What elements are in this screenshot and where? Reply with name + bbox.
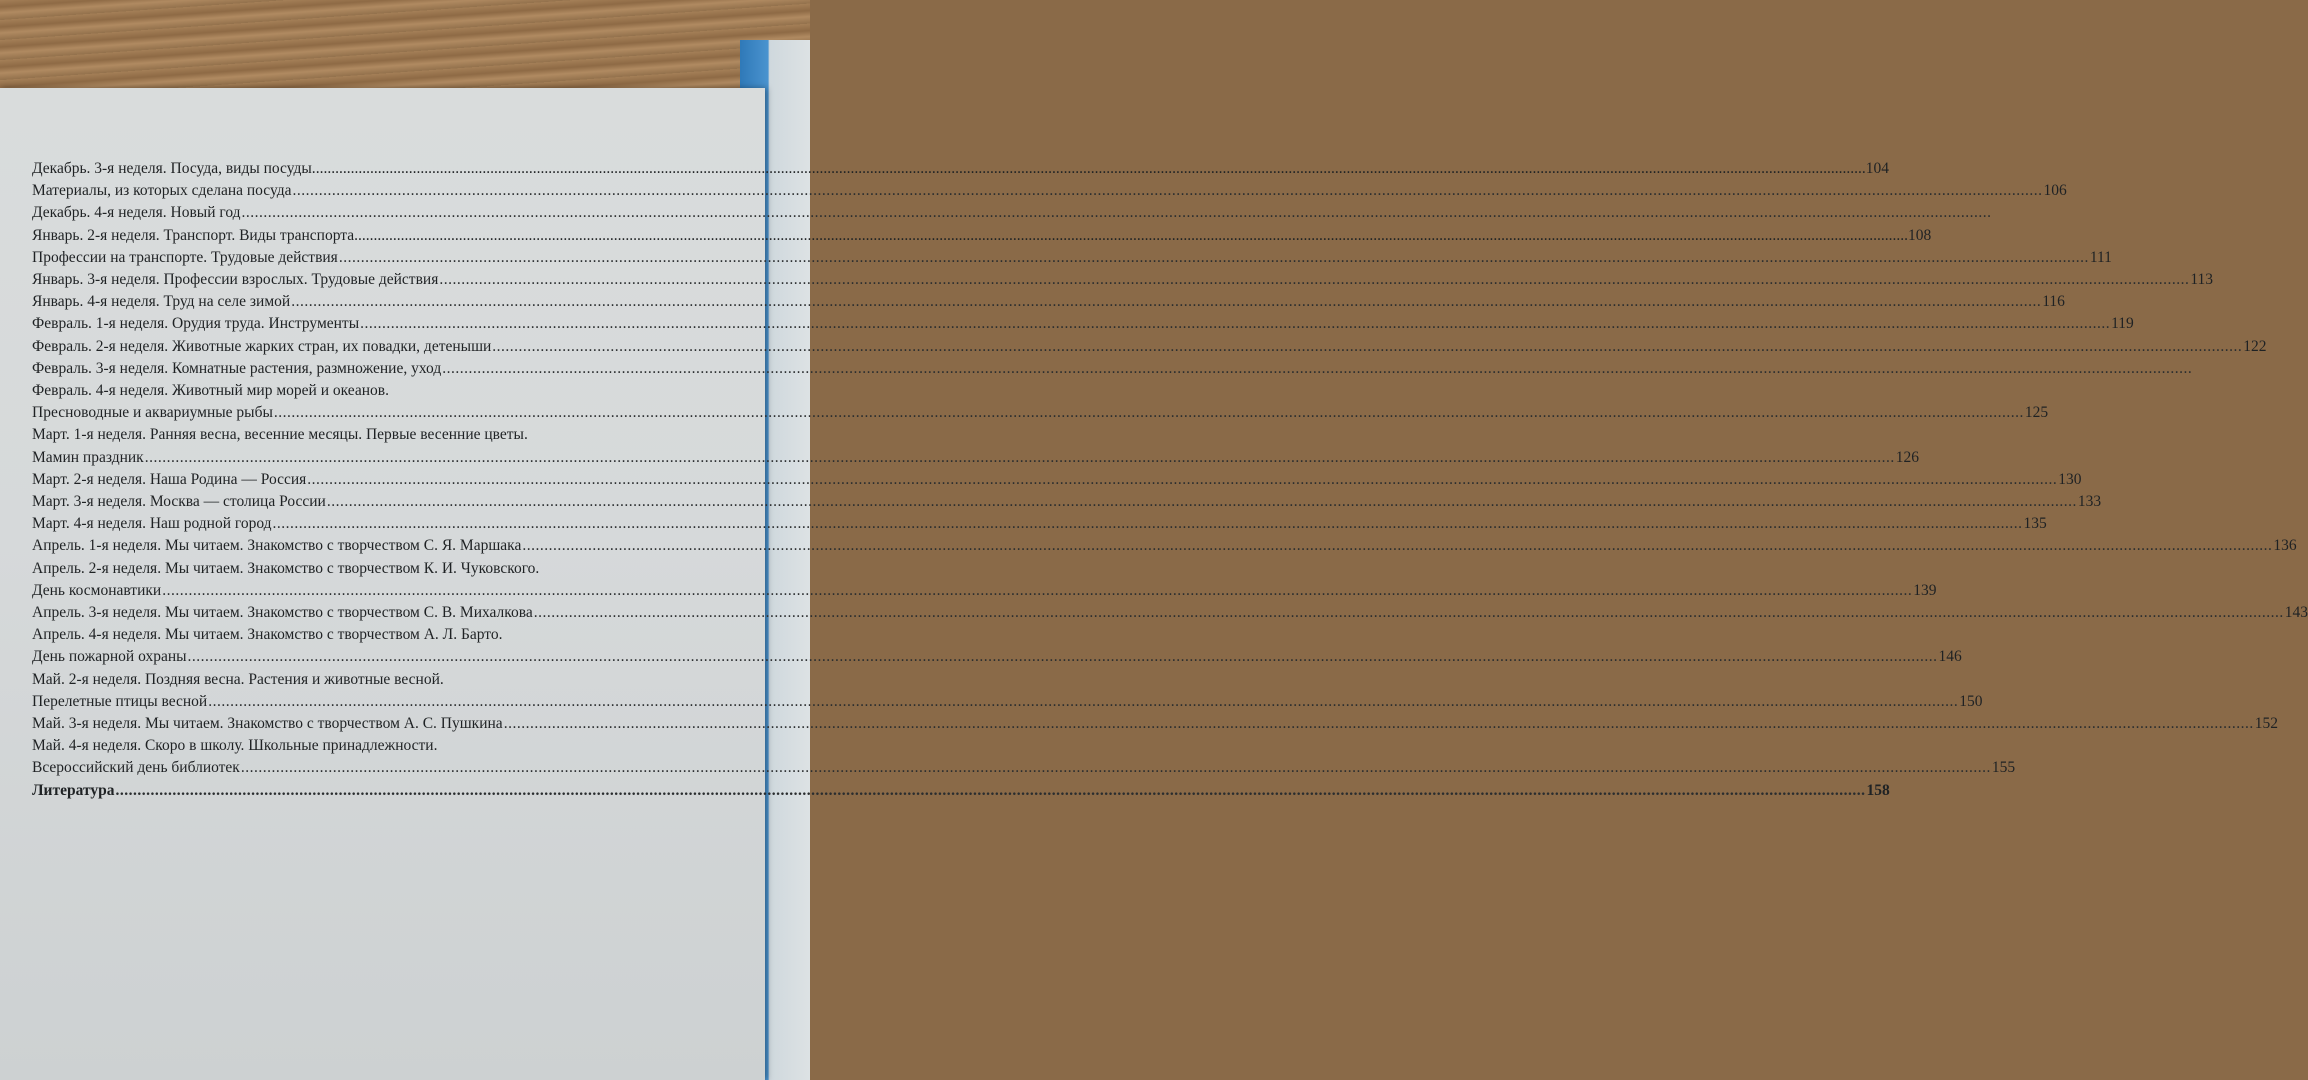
toc-entry <box>32 691 1983 713</box>
toc-entry-heading: Май. 2-я неделя. Поздняя весна. Растения и животные весной. <box>32 670 444 688</box>
toc-page-number: 108 <box>1907 226 1932 244</box>
dot-leader: ................................................................................................................................................................................................................................................................................................................................................................................................................ <box>522 537 2273 555</box>
toc-entry <box>32 402 2049 424</box>
toc-entry <box>32 447 1919 469</box>
dot-leader: ................................................................................................................................................................................................................................................................................................................................................................................................................ <box>115 781 1866 799</box>
toc-entry-heading: Апрель. 4-я неделя. Мы читаем. Знакомство с творчеством А. Л. Барто. <box>32 626 503 644</box>
dot-leader: ................................................................................................................................................................................................................................................................................................................................................................................................................ <box>273 404 2024 422</box>
dot-leader: ................................................................................................................................................................................................................................................................................................................................................................................................................ <box>338 248 2089 266</box>
toc-entry-heading <box>32 225 1932 247</box>
toc-page-number: 158 <box>1866 781 1890 799</box>
toc-entry <box>32 247 2112 269</box>
toc-entry <box>32 180 2067 202</box>
dot-leader: ................................................................................................................................................................................................................................................................................................................................................................................................................ <box>533 604 2284 622</box>
toc-entry-title: Январь. 2-я неделя. Транспорт. Виды транспорта. <box>32 226 358 244</box>
toc-entry-title: Мамин праздник <box>32 448 144 466</box>
toc-entry <box>32 580 1937 602</box>
toc-page-number: 119 <box>2111 315 2134 333</box>
dot-leader: ................................................................................................................................................................................................................................................................................................................................................................................................................ <box>307 470 2058 488</box>
toc-entry-title: Апрель. 3-я неделя. Мы читаем. Знакомство с творчеством С. В. Михалкова <box>32 604 533 622</box>
toc-entry-title: Февраль. 3-я неделя. Комнатные растения, размножение, уход <box>32 359 442 377</box>
toc-entry-title: Перелетные птицы весной <box>32 692 208 710</box>
toc-entry-heading: Май. 4-я неделя. Скоро в школу. Школьные принадлежности. <box>32 737 438 755</box>
toc-entry <box>32 469 2082 491</box>
dot-leader: ................................................................................................................................................................................................................................................................................................................................................................................................................ <box>503 715 2254 733</box>
toc-page-number: 122 <box>2243 337 2267 355</box>
toc-entry <box>32 269 2214 291</box>
toc-entry <box>32 336 2267 358</box>
dot-leader: ................................................................................................................................................................................................................................................................................................................................................................................................................ <box>326 493 2077 511</box>
toc-entry-title: Пресноводные и аквариумные рыбы <box>32 404 273 422</box>
toc-entry-title: Май. 3-я неделя. Мы читаем. Знакомство с творчеством А. С. Пушкина <box>32 715 503 733</box>
dot-leader: ................................................................................................................................................................................................................................................................................................................................................................................................................ <box>144 448 1895 466</box>
toc-page-number: 135 <box>2023 515 2047 533</box>
toc-page-number: 152 <box>2254 715 2278 733</box>
toc-entry <box>32 313 2134 335</box>
toc-entry-title: Январь. 3-я неделя. Профессии взрослых. Трудовые действия <box>32 271 439 289</box>
dot-leader: ................................................................................................................................................................................................................................................................................................................................................................................................................ <box>187 648 1938 666</box>
toc-entry-title: Март. 4-я неделя. Наш родной город <box>32 515 272 533</box>
toc-page-number: 106 <box>2043 182 2067 200</box>
toc-entry <box>32 358 2193 380</box>
toc-entry-title: Декабрь. 4-я неделя. Новый год <box>32 204 241 222</box>
dot-leader: ................................................................................................................................................................................................................................................................................................................................................................................................................ <box>315 160 1866 177</box>
dot-leader: ................................................................................................................................................................................................................................................................................................................................................................................................................ <box>292 182 2043 200</box>
toc-entry <box>32 513 2047 535</box>
dot-leader: ................................................................................................................................................................................................................................................................................................................................................................................................................ <box>357 226 1908 244</box>
toc-entry <box>32 291 2065 313</box>
toc-entry-title: Февраль. 1-я неделя. Орудия труда. Инструменты <box>32 315 360 333</box>
toc-page-number: 116 <box>2042 293 2065 311</box>
dot-leader: ................................................................................................................................................................................................................................................................................................................................................................................................................ <box>240 759 1991 777</box>
dot-leader: ................................................................................................................................................................................................................................................................................................................................................................................................................ <box>162 581 1913 599</box>
toc-entry <box>32 491 2102 513</box>
toc-page-number: 150 <box>1959 692 1983 710</box>
toc-entry <box>32 780 1890 802</box>
toc-entry <box>32 202 1992 224</box>
toc-entry-title: Апрель. 1-я неделя. Мы читаем. Знакомство с творчеством С. Я. Маршака <box>32 537 522 555</box>
toc-entry <box>32 646 1962 668</box>
toc-page-number: 126 <box>1895 448 1919 466</box>
toc-page-number: 113 <box>2190 271 2214 289</box>
toc-entry-title: Декабрь. 3-я неделя. Посуда, виды посуды. <box>32 160 316 177</box>
dot-leader: ................................................................................................................................................................................................................................................................................................................................................................................................................ <box>442 359 2193 377</box>
toc-page-number: 146 <box>1938 648 1962 666</box>
dot-leader: ................................................................................................................................................................................................................................................................................................................................................................................................................ <box>208 692 1959 710</box>
toc-entry <box>32 757 2016 779</box>
toc-entry-title: Материалы, из которых сделана посуда <box>32 182 292 200</box>
dot-leader: ................................................................................................................................................................................................................................................................................................................................................................................................................ <box>360 315 2111 333</box>
toc-entry <box>32 713 2278 735</box>
toc-entry-title: День космонавтики <box>32 581 162 599</box>
toc-entry-heading: Апрель. 2-я неделя. Мы читаем. Знакомство с творчеством К. И. Чуковского. <box>32 559 540 577</box>
toc-page-number: 130 <box>2058 470 2082 488</box>
toc-page-number: 133 <box>2077 493 2102 511</box>
toc-page-number: 143 <box>2284 604 2308 622</box>
dot-leader: ................................................................................................................................................................................................................................................................................................................................................................................................................ <box>492 337 2243 355</box>
dot-leader: ................................................................................................................................................................................................................................................................................................................................................................................................................ <box>439 271 2190 289</box>
dot-leader: ................................................................................................................................................................................................................................................................................................................................................................................................................ <box>241 204 1992 222</box>
dot-leader: ................................................................................................................................................................................................................................................................................................................................................................................................................ <box>291 293 2042 311</box>
book-page <box>0 88 2308 1080</box>
toc-entry-title: Всероссийский день библиотек <box>32 759 240 777</box>
toc-page-number: 104 <box>1865 160 1889 177</box>
toc-page-number: 125 <box>2024 404 2049 422</box>
toc-entry-heading <box>32 158 1889 180</box>
table-of-contents <box>32 158 2308 802</box>
toc-entry-heading: Февраль. 4-я неделя. Животный мир морей и океанов. <box>32 382 389 400</box>
toc-entry-title: Литература <box>32 781 115 799</box>
toc-entry-title: Март. 3-я неделя. Москва — столица России <box>32 493 326 511</box>
toc-entry <box>32 602 2308 624</box>
dot-leader: ................................................................................................................................................................................................................................................................................................................................................................................................................ <box>272 515 2023 533</box>
toc-entry-title: Профессии на транспорте. Трудовые действия <box>32 248 338 266</box>
toc-page-number: 136 <box>2273 537 2297 555</box>
toc-entry-title: День пожарной охраны <box>32 648 187 666</box>
toc-entry-title: Февраль. 2-я неделя. Животные жарких стран, их повадки, детеныши <box>32 337 492 355</box>
toc-entry-title: Март. 2-я неделя. Наша Родина — Россия <box>32 470 307 488</box>
toc-entry-title: Январь. 4-я неделя. Труд на селе зимой <box>32 293 291 311</box>
toc-page-number: 139 <box>1913 581 1937 599</box>
toc-page-number: 155 <box>1991 759 2016 777</box>
toc-entry <box>32 535 2297 557</box>
toc-page-number: 111 <box>2089 248 2112 266</box>
toc-entry-heading: Март. 1-я неделя. Ранняя весна, весенние месяцы. Первые весенние цветы. <box>32 426 528 444</box>
